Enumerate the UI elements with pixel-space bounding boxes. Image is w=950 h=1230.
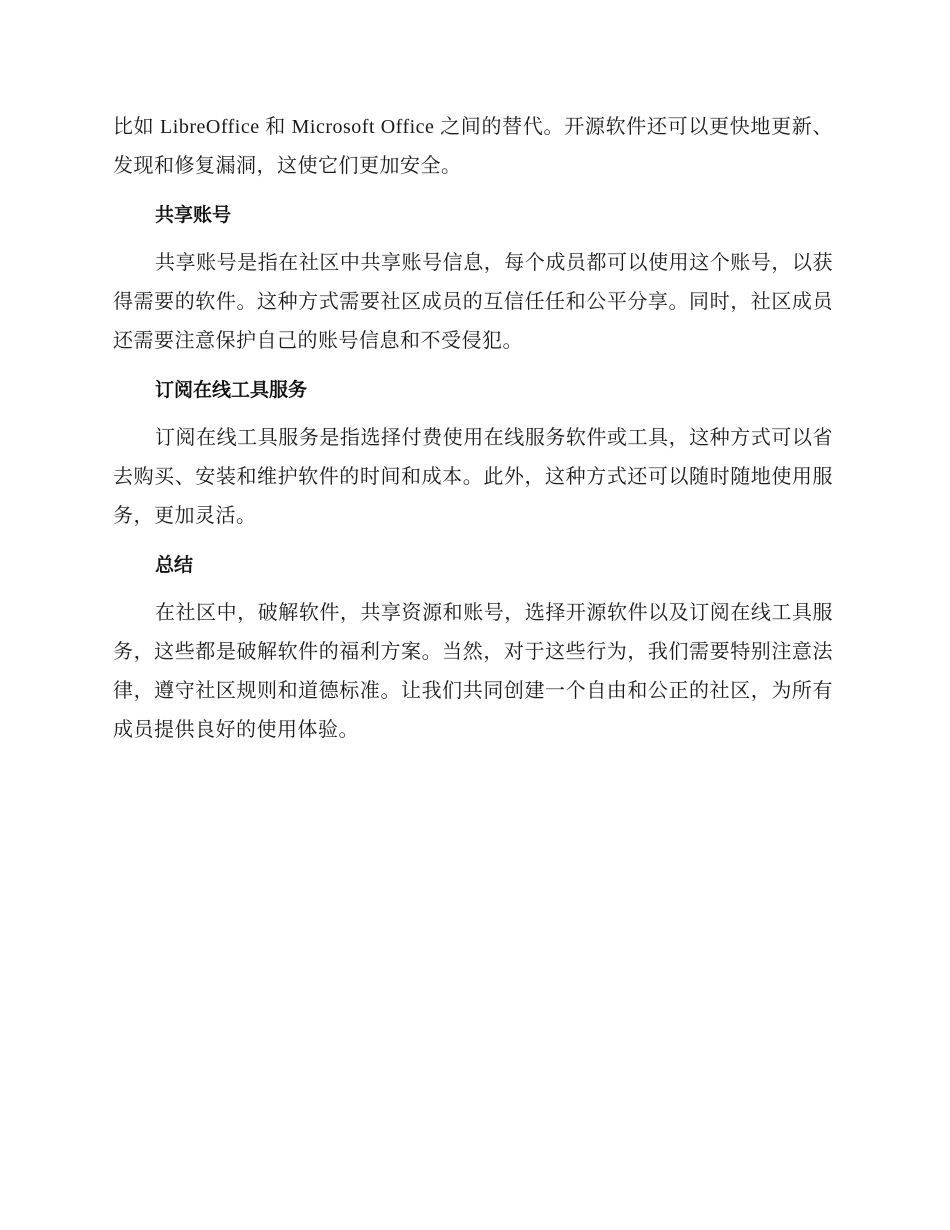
- intro-paragraph: 比如 LibreOffice 和 Microsoft Office 之间的替代。开源软件还可以更快地更新、发现和修复漏洞，这使它们更加安全。: [113, 116, 833, 177]
- section-heading-shared-account: 共享账号: [155, 204, 232, 226]
- document-body: [113, 108, 833, 768]
- section-body-online-tools: 订阅在线工具服务是指选择付费使用在线服务软件或工具，这种方式可以省去购买、安装和维护软件的时间和成本。此外，这种方式还可以随时随地使用服务，更加灵活。: [113, 427, 833, 527]
- section-body-summary: 在社区中，破解软件，共享资源和账号，选择开源软件以及订阅在线工具服务，这些都是破解软件的福利方案。当然，对于这些行为，我们需要特别注意法律，遵守社区规则和道德标准。让我们共同创建一个自由和公正的社区，为所有成员提供良好的使用体验。: [113, 602, 833, 741]
- section-heading-online-tools: 订阅在线工具服务: [155, 379, 308, 401]
- section-heading-summary: 总结: [155, 554, 194, 576]
- section-body-shared-account: 共享账号是指在社区中共享账号信息，每个成员都可以使用这个账号，以获得需要的软件。这种方式需要社区成员的互信任任和公平分享。同时，社区成员还需要注意保护自己的账号信息和不受侵犯。: [113, 252, 833, 352]
